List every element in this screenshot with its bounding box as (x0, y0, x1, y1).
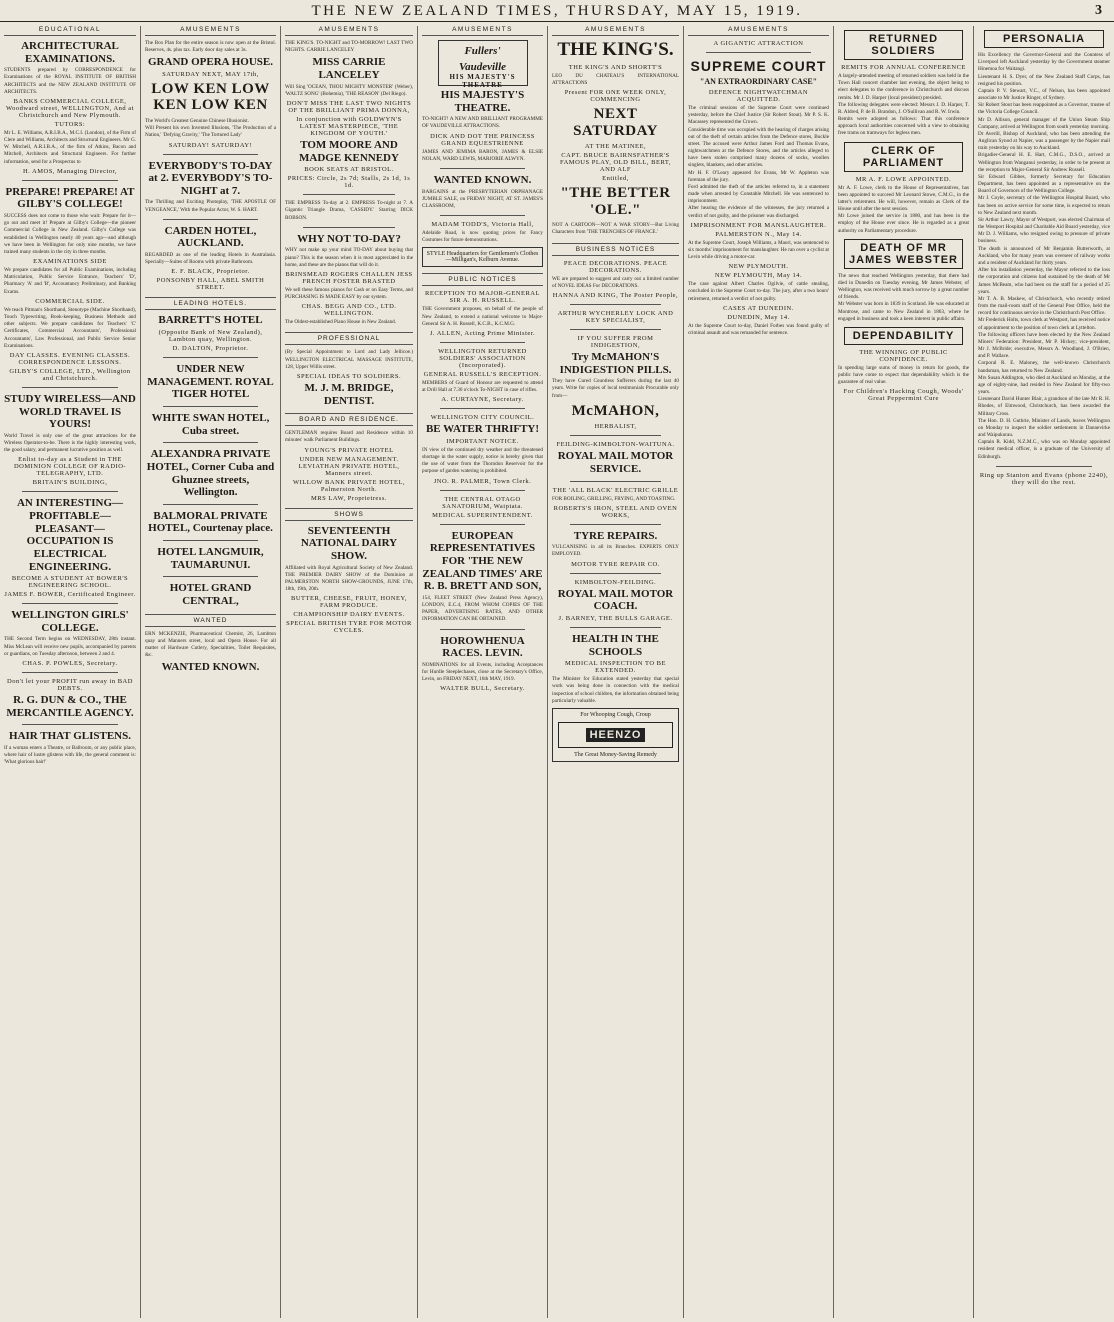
divider (22, 491, 118, 492)
headline-next-saturday: NEXT SATURDAY (573, 106, 658, 139)
section-header-amusements: AMUSEMENTS (422, 26, 543, 36)
at-matinee: AT THE MATINEE, (584, 143, 647, 151)
exams-body: We prepare candidates for all Public Examinations, including Matriculation, Public Service Entrance, Teachers' 'D', Pharmacy 'A' and 'B', Accountancy Preliminary, and Banking Exams. (4, 267, 136, 295)
section-header-amusements: AMUSEMENTS (285, 26, 413, 36)
personalia-item: Corporal R. E. Maloney, the well-known Christchurch bandsman, has returned to New Zealand. (978, 360, 1110, 374)
medical-superintendent: MEDICAL SUPERINTENDENT. (432, 511, 533, 519)
divider (570, 627, 661, 628)
divider (996, 466, 1092, 467)
personalia-item: Lieutenant H. S. Dyer, of the New Zealand Staff Corps, has resigned his position. (978, 73, 1110, 87)
box-plan-body: The Box Plan for the entire season is now open at the Bristol. Reserves, 4s. plus tax. Early door day sales at 3s. (145, 40, 276, 54)
heenzo-logo (558, 722, 673, 748)
remits-conference: REMITS FOR ANNUAL CONFERENCE (841, 64, 966, 71)
headline-water-thrifty: BE WATER THRIFTY! (425, 423, 540, 436)
headline-carrie: MISS CARRIE LANCELEY (312, 56, 386, 81)
acting-pm: J. ALLEN, Acting Prime Minister. (429, 329, 536, 337)
personalia-item: Sir Robert Stout has been reappointed as a Governor, trustee of the Victoria College Council. (978, 102, 1110, 116)
gentleman-wants: GENTLEMAN requires Board and Residence within 10 minutes' walk Parliament Buildings. (285, 430, 413, 444)
dick-and-dot: DICK AND DOT THE PRINCESS GRAND EQUESTRIENNE (430, 132, 535, 147)
walter-bull: WALTER BULL, Secretary. (440, 685, 525, 693)
heenzo-ad (552, 708, 679, 762)
guard-of-honour: MEMBERS of Guard of Honour are requested to attend at Drill Hall at 7.30 o'clock To-NIGHT in case of rifles. (422, 379, 543, 394)
personalia-item: Mr D. Allison, general manager of the Union Steam Ship Company, arrived at Wellington from south yesterday morning. (978, 116, 1110, 130)
piano-makers: BRINSMEAD ROGERS CHALLEN JESS FRENCH FOSTER BRASTED (285, 270, 413, 285)
column-amusements-hotels (140, 26, 280, 1318)
divider (22, 603, 118, 604)
kings-tonight: THE KING'S. TO-NIGHT and TO-MORROW! LAST TWO NIGHTS. CARRIE LANCELEY (285, 40, 413, 54)
section-shows: SHOWS (285, 508, 413, 521)
court-para-1: The criminal sessions of the Supreme Court were continued yesterday, before the Chief Justice (Sir Robert Stout). Mr P. S. K. Macassey represented the Crown. (688, 105, 829, 126)
personalia-item: Captain R. Kidd, N.Z.M.C., who was on Monday appointed resident medical officer, is a graduate of the University of Edinburgh. (978, 439, 1110, 460)
herbalist: HERBALIST, (594, 423, 637, 431)
divider (163, 154, 258, 155)
personalia-item: Brigadier-General H. E. Hart, C.M.G., D.S.O., arrived at Wellington from Wanganui yesterday, in order to be present at the reception to Major-General Sir Andrew Russell. (978, 152, 1110, 173)
new-plymouth-head: NEW PLYMOUTH. (728, 263, 789, 271)
personalia-item: Sir Edward Gibbes, formerly Secretary for Education Department, has been appointed as a representative on the Board of Governors of the Wellington College. (978, 173, 1110, 195)
logo-vaudeville: Vaudeville (458, 61, 507, 73)
personalia-item: Mr Frederick Holts, town clerk at Westport, has received notice of appointment to the position of town clerk at Lyttelton. (978, 317, 1110, 331)
headline-prepare: PREPARE! PREPARE! AT GILBY'S COLLEGE! (5, 185, 135, 211)
section-header-amusements: AMUSEMENTS (552, 26, 679, 36)
orphanage-sale: BARGAINS at the PRESBYTERIAN ORPHANAGE JUMBLE SALE, on FRIDAY NIGHT, AT ST. JAMES'S CLASSROOM, (422, 188, 543, 209)
performers-list: JAMES AND JEMIMA BARON, JAMES & ELSIE NOLAN, WARD LEWIS, MARJORIE ALWYN. (422, 148, 543, 162)
woods-peppermint: For Children's Hacking Cough, Woods' Great Peppermint Cure (843, 388, 964, 403)
personalia-item: Mr J. Coyle, secretary of the Wellington Hospital Board, who has been on active service for some time, is expected to return to New Zealand next month. (978, 195, 1110, 216)
rsa-remits: Remits were adopted as follows: That this conference approach local authorities concerned with a view to obtaining free trams on tramways for legless men. (838, 116, 969, 137)
headline-barretts: BARRETT'S HOTEL (158, 314, 263, 327)
rsa-heading: WELLINGTON RETURNED SOLDIERS' ASSOCIATION (Incorporated). (438, 347, 527, 369)
headline-wireless: STUDY WIRELESS—AND WORLD TRAVEL IS YOURS! (4, 392, 136, 431)
headline-tyre-repairs: TYRE REPAIRS. (573, 529, 658, 542)
managing-director: H. AMOS, Managing Director, (22, 167, 118, 175)
personalia-item: Mr T. A. B. Maskew, of Christchurch, who recently retired from the mail-room staff of the General Post Office, held the record for continuous service in the Christchurch Post Office. (978, 295, 1110, 317)
heenzo-tagline: The Great Money-Saving Remedy (574, 751, 657, 758)
mrs-law: MRS LAW, Proprietress. (311, 494, 387, 502)
stanton-evans-ad: Ring up Stanton and Evans (phone 2240), they will do the rest. (979, 471, 1109, 486)
headline-kings: THE KING'S. (557, 39, 674, 60)
headline-architectural: ARCHITECTURAL EXAMINATIONS. (21, 40, 119, 65)
youngs-hotel: YOUNG'S PRIVATE HOTEL (304, 446, 394, 454)
headline-carden-hotel: CARDEN HOTEL, AUCKLAND. (164, 224, 257, 250)
nominations-body: NOMINATIONS for all Events, including Acceptances for Hurdle Steeplechases, close at the Secretary's Office, Levin, on FRIDAY NEXT, 16th MAY, 1919. (422, 661, 543, 683)
logo-theatre: HIS MAJESTY'S THEATRE (449, 73, 516, 89)
headline-his-majestys: HIS MAJESTY'S THEATRE. (440, 89, 525, 114)
lowe-body-1: Mr A. F. Lowe, clerk to the House of Representatives, has been appointed to succeed Mr Leonard Stowe, C.M.G., in the latter's retirement. He will, however, remain as Clerk of the House until after the next session. (838, 184, 969, 213)
butter-cheese: BUTTER, CHEESE, FRUIT, HONEY, FARM PRODUCE. (291, 595, 407, 610)
headline-wanted-known: WANTED KNOWN. (433, 173, 532, 186)
headline-langmuir: HOTEL LANGMUIR, TAUMARUNUI. (157, 546, 264, 571)
begg-tagline: The Oldest-established Piano House in New Zealand. (285, 319, 397, 326)
special-ideas: SPECIAL IDEAS TO SOLDIERS. (296, 372, 402, 380)
imprisonment-manslaughter: IMPRISONMENT FOR MANSLAUGHTER. (690, 221, 827, 229)
court-para-3: Mr H. F. O'Leary appeared for Evans, Mr W. Appleton was foreman of the jury. (688, 169, 829, 183)
headline-hair: HAIR THAT GLISTENS. (9, 730, 131, 743)
divider (163, 442, 258, 443)
headline-everybodys: EVERYBODY'S TO-DAY at 2. EVERYBODY'S TO-NIGHT at 7. (148, 159, 273, 197)
personalia-item: The Hon. D. H. Guthrie, Minister of Lands, leaves Wellington on Monday to inspect the soldier settlements in Dannevirke and Waipukurau. (978, 417, 1110, 439)
ponsonby-hall: PONSONBY HALL, ABEL SMITH STREET. (156, 277, 265, 292)
personalia-item: Mrs Susan Addington, who died at Auckland on Monday, at the age of eighty-nine, had resided in New Zealand for fifty-two years. (978, 374, 1110, 396)
divider (706, 52, 811, 53)
prices: PRICES: Circle, 2s 7d; Stalls, 2s 1d, 1s 1d. (287, 175, 411, 190)
ad-banks-college: BANKS COMMERCIAL COLLEGE, Woodward street, WELLINGTON, And at Christchurch and New Plymouth. (6, 97, 134, 119)
headline-tom-moore: TOM MOORE AND MADGE KENNEDY (299, 138, 399, 164)
feilding-route: FEILDING-KIMBOLTON-WAITUNA. (556, 441, 675, 449)
low-ken-banner: LOW KEN LOW KEN LOW KEN (151, 80, 270, 114)
lowe-appointed: MR A. F. LOWE APPOINTED. (855, 175, 952, 183)
dunedin-body: At the Supreme Court to-day, Daniel Forbes was found guilty of criminal assault and was remanded for sentence. (688, 322, 829, 336)
tutors-body: Mr L. E. Williams, A.R.I.B.A., M.C.I. (London), of the Firm of Clere and Williams, Architects and Structural Engineers. Mr G. W. Mitchell, A.R.I.B.A., of the firm of Atkins, Bacon and Mitchell, Architects and Structural Engineers. For further information, send for a Prospectus to (4, 129, 136, 165)
milligans-ad (422, 247, 543, 267)
city-council: WELLINGTON CITY COUNCIL. (430, 414, 535, 422)
saturday-next: SATURDAY NEXT, MAY 17th, (162, 70, 259, 78)
championship: CHAMPIONSHIP DAIRY EVENTS. (293, 611, 405, 619)
headline-electrical: AN INTERESTING—PROFITABLE—PLEASANT—OCCUPATION IS ELECTRICAL ENGINEERING. (16, 497, 124, 573)
costumes-body: Adelaide Road, is now quoting prices for Fancy Costumes for future demonstrations. (422, 230, 543, 244)
divider (163, 504, 258, 505)
reception-body: THE Government proposes, on behalf of the people of New Zealand, to extend a national welcome to Major-General Sir A. H. Russell, K.C.B., K.C.M.G. (422, 306, 543, 327)
ad-architectural-body: STUDENTS prepared by CORRESPONDENCE for Examinations of the ROYAL INSTITUTE OF BRITISH ARCHITECTS and the NEW ZEALAND INSTITUTE OF ARCHITECTS. (4, 67, 136, 95)
newspaper-title: THE NEW ZEALAND TIMES, THURSDAY, MAY 15, 1919. (311, 3, 803, 19)
vaudeville-tonight: TO-NIGHT! A NEW AND BRILLIANT PROGRAMME OF VAUDEVILLE ATTRACTIONS. (422, 116, 543, 130)
divider (22, 672, 118, 673)
headline-wanted-known: WANTED KNOWN. (161, 661, 260, 674)
headline-death-webster: DEATH OF MR JAMES WEBSTER (844, 239, 963, 269)
personalia-item: Captain P. V. Stewart, V.C., of Nelson, has been appointed associate to Mr Justice Ringer, of Sydney. (978, 87, 1110, 102)
divider (440, 524, 525, 525)
vulcanising-body: VULCANISING in all its Branches. EXPERTS ONLY EMPLOYED. (552, 544, 679, 558)
entitled: Entitled, (602, 175, 629, 183)
wycherley-locksmith: ARTHUR WYCHERLEY LOCK AND KEY SPECIALIST, (557, 309, 674, 324)
hanna-and-king: HANNA AND KING, The Poster People, (552, 291, 679, 299)
column-majestys-public (417, 26, 547, 1318)
illusions-list: Will Present his own Invented Illusions, 'The Production of a Nation,' 'Defying Gravity,' 'The Tortured Lady' (145, 125, 276, 139)
roberts-works: ROBERTS'S IRON, STEEL AND OVEN WORKS, (553, 504, 678, 519)
divider (22, 180, 118, 181)
palmerston-dateline: PALMERSTON N., May 14. (715, 230, 802, 238)
divider (570, 481, 661, 482)
divider (22, 387, 118, 388)
divider (163, 219, 258, 220)
headline-supreme-court: SUPREME COURT (690, 58, 827, 74)
tyre-ad: SPECIAL BRITISH TYRE FOR MOTOR CYCLES. (286, 620, 412, 635)
divider (163, 406, 258, 407)
personalia-item: Sir Arthur Lawry, Mayor of Westport, was elected Chairman of the Westport Hospital and Charitable Aid Board yesterday, vice Mr D. J. Williams, who resigned owing to pressure of private business. (978, 216, 1110, 245)
column-returned-soldiers (833, 26, 973, 1318)
headline-mcmahon: McMAHON, (571, 402, 660, 419)
column-kings-business (547, 26, 683, 1318)
headline-european-reps: EUROPEAN REPRESENTATIVES FOR 'THE NEW ZEALAND TIMES' ARE R. B. BRETT AND SON, (422, 529, 543, 593)
chas-begg: CHAS. BEGG AND CO., LTD. WELLINGTON. (301, 303, 397, 318)
carden-proprietor: E. F. BLACK, Proprietor. (171, 268, 250, 276)
hair-body: If a woman enters a Theatre, or Ballroom, or any public place, where hair of lustre glistens with life, the general comment is: 'What glorious hair!' (4, 744, 136, 766)
carden-body: REGARDED as one of the leading Hotels in Australasia. Specially—Suites of Rooms with private Bathroom. (145, 252, 276, 266)
girls-college-body: THE Second Term begins on WEDNESDAY, 28th instant. Miss McLean will receive new pupils, accompanied by parents or guardians, on Tuesday afternoon, between 2 and 4. (4, 636, 136, 657)
goldwyn-feature: In conjunction with GOLDWYN'S LATEST MASTERPIECE, 'THE KINGDOM OF YOUTH.' (296, 115, 402, 137)
column-educational (0, 26, 140, 1318)
divider (163, 576, 258, 577)
day-classes: DAY CLASSES. EVENING CLASSES. CORRESPONDENCE LESSONS. (9, 351, 131, 366)
divider (163, 540, 258, 541)
pills-body: They have Cured Countless Sufferers during the last 40 years. Write for copies of local testimonials Procurable only from— (552, 378, 679, 399)
bairnsfather-play: CAPT. BRUCE BAIRNSFATHER'S FAMOUS PLAY, OLD BILL, BERT, AND ALF (559, 152, 672, 174)
dependability-body: In spending large sums of money in return for goods, the public have come to expect that dependability which is the guarantee of real value. (838, 364, 969, 386)
headline-royal-tiger: UNDER NEW MANAGEMENT. ROYAL TIGER HOTEL (147, 363, 274, 401)
headline-dentist: M. J. M. BRIDGE, DENTIST. (304, 381, 394, 407)
personalia-item: Lieutenant David Hunter Blair, a grandson of the late Mr R. H. Rhodes, of Elmwood, Christchurch, has been awarded the Military Cross. (978, 396, 1110, 417)
all-black-grille: THE 'ALL BLACK' ELECTRIC GRILLE (552, 486, 679, 494)
kings-and-shortts: THE KING'S AND SHORTT'S (568, 63, 663, 71)
headline-girls-college: WELLINGTON GIRLS' COLLEGE. (11, 609, 129, 634)
dunedin-head: CASES AT DUNEDIN. (723, 304, 794, 312)
headline-royal-mail-coach: ROYAL MAIL MOTOR COACH. (557, 587, 674, 613)
divider (440, 629, 525, 630)
fullers-logo (438, 40, 528, 89)
court-para-5: After hearing the evidence of the witnesses, the jury returned a verdict of not guilty, and the prisoner was discharged. (688, 205, 829, 219)
headline-health-schools: HEALTH IN THE SCHOOLS (572, 632, 659, 658)
tutors-label: TUTORS: (54, 120, 86, 128)
secretary-powles: CHAS. P. POWLES, Secretary. (22, 659, 118, 667)
headline-grand-central: HOTEL GRAND CENTRAL, (169, 582, 252, 607)
headline-returned-soldiers: RETURNED SOLDIERS (844, 30, 963, 60)
masthead (0, 0, 1114, 22)
divider (570, 435, 661, 436)
grille-body: FOR BOILING, GRILLING, FRYING, AND TOASTING. (552, 495, 676, 502)
section-board-residence: BOARD AND RESIDENCE. (285, 413, 413, 426)
manslaughter-body: At the Supreme Court, Joseph Williams, a Maori, was sentenced to six months' imprisonment for manslaughter. He ran over a cyclist at Levin while driving a motor-car. (688, 239, 829, 261)
important-notice: IMPORTANT NOTICE. (446, 437, 519, 445)
winning-confidence: THE WINNING OF PUBLIC CONFIDENCE. (859, 348, 948, 363)
piano-body: WHY not make up your mind TO-DAY about buying that piano? This is the season when it is most appreciated in the home, and these are the pianos that will do it. (285, 247, 413, 268)
section-header-amusements: AMUSEMENTS (688, 26, 829, 36)
ad-gilbys-body: SUCCESS does not come to those who wait: Prepare for it—go out and meet it! Prepare at Gilby's College—the pioneer Commercial College in New Zealand. Gilby's College was established in Wellington nearly 40 years ago—and although we have been in Wellington for only nine months, we have trained many students in the city in three months. (4, 213, 136, 255)
headline-mcmahons-pills: Try McMAHON'S INDIGESTION PILLS. (559, 350, 672, 376)
section-header-educational: EDUCATIONAL (4, 26, 136, 36)
exams-side-label: EXAMINATIONS SIDE (33, 258, 107, 266)
divider (440, 168, 525, 169)
bowers-school: BECOME A STUDENT AT BOWER'S ENGINEERING SCHOOL. (11, 575, 129, 590)
column-personalia (973, 26, 1114, 1318)
headline-dun: R. G. DUN & CO., THE MERCANTILE AGENCY. (6, 693, 134, 719)
webster-body-1: The news that reached Wellington yesterday, that there had died in Dunedin on Tuesday evening, Mr James Webster, of Wellington, was received with much sorrow by a great number of friends. (838, 272, 969, 301)
divider (163, 357, 258, 358)
headline-white-swan: WHITE SWAN HOTEL, Cuba street. (151, 411, 270, 437)
songs-list: Will Sing 'OCEAN, THOU MIGHTY MONSTER' (Weber), 'WALTZ SONG' (Bohemia), 'THE REASON' (Del Riego). (285, 83, 413, 97)
rsa-meeting-body: A largely-attended meeting of returned soldiers was held in the Town Hall concert chamber last evening, the object being to elect delegates to the conference in Christchurch and discuss remits. Mr J. D. Harper (local president) presided. (838, 73, 969, 101)
one-week-only: Present FOR ONE WEEK ONLY, COMMENCING (564, 89, 667, 104)
section-public-notices: PUBLIC NOTICES (422, 273, 543, 286)
divider (303, 194, 395, 195)
madam-todds: MADAM TODD'S, Victoria Hall, (431, 221, 534, 229)
headline-personalia: PERSONALIA (984, 30, 1104, 48)
dominion-college: Enlist to-day as a Student in THE DOMINION COLLEGE OF RADIO-TELEGRAPHY, LTD. (13, 456, 127, 478)
town-clerk: JNO. R. PALMER, Town Clerk. (433, 477, 532, 485)
lowe-body-2: Mr Lowe joined the service in 1880, and has been in the employ of the House ever since. He is regarded as a great authority on Parliamentary procedure. (838, 213, 969, 234)
page-number: 3 (1095, 3, 1102, 18)
divider (570, 573, 661, 574)
new-plymouth-dateline: NEW PLYMOUTH, May 14. (714, 272, 803, 280)
section-leading-hotels: LEADING HOTELS. (145, 297, 276, 310)
headline-clerk-parliament: CLERK OF PARLIAMENT (844, 142, 963, 172)
dunedin-dateline: DUNEDIN, May 14. (727, 313, 790, 321)
not-a-cartoon: NOT A CARTOON—NOT A WAR STORY—But Living Characters from 'THE TRENCHES OF FRANCE.' (552, 222, 679, 236)
decorations-body: WE are prepared to suggest and carry out a limited number of NOVEL IDEAS For DECORATIONS. (552, 275, 679, 289)
commercial-side-label: COMMERCIAL SIDE. (35, 297, 105, 305)
headline-extraordinary-case: "AN EXTRAORDINARY CASE" (699, 77, 818, 86)
divider (440, 490, 525, 491)
rsa-delegates: The following delegates were elected: Messrs J. D. Harper, T. R. Aldred, P. de B. Brandon, J. O'Sullivan and R. W. Irwin. (838, 101, 969, 115)
general-russell: GENERAL RUSSELL'S RECEPTION. (423, 370, 542, 378)
section-professional: PROFESSIONAL (285, 332, 413, 345)
piano-terms: We sell these famous pianos for Cash or on Easy Terms, and PURCHASING IS MADE EASY by our system. (285, 286, 413, 301)
personalia-item: The death is announced of Mr Benjamin Butterworth, at Auckland, who for many years was overseer of railway works and a resident of Auckland for thirty years. (978, 245, 1110, 266)
gilbys-college: GILBY'S COLLEGE, LTD., Wellington and Christchurch. (9, 367, 131, 382)
divider (440, 408, 525, 409)
column-amusements-kings (280, 26, 417, 1318)
webster-body-2: Mr Webster was born in 1839 in Scotland. He was educated at Montrose, and came to New Zealand in 1863, where he engaged in business and took a keen interest in public affairs. (838, 301, 969, 322)
curtayne: A. CURTAYNE, Secretary. (441, 396, 524, 404)
column-supreme-court (683, 26, 833, 1318)
if-you-suffer: IF YOU SUFFER FROM INDIGESTION, (577, 334, 654, 349)
bowers-principal: JAMES F. BOWER, Certificated Engineer. (4, 591, 136, 599)
peace-decorations: PEACE DECORATIONS. PEACE DECORATIONS. (563, 259, 668, 274)
barretts-address: (Opposite Bank of New Zealand), Lambton quay, Wellington. (158, 329, 263, 344)
empress-body: THE EMPRESS To-day at 2. EMPRESS To-night at 7. A Gigantic Triangle Drama, 'CASSIDY.' Starring DICK ROBSON. (285, 200, 413, 221)
wireless-body: World Travel is only one of the great attractions for the Wireless Operator-to-be. There is the highly interesting work, the good salary, and permanent lucrative position as well. (4, 432, 136, 454)
headline-dependability: DEPENDABILITY (844, 327, 963, 345)
personalia-item: Dr Averill, Bishop of Auckland, who has been attending the Anglican Synod at Napier, was a passenger by the Napier mail train yesterday on his way to Auckland. (978, 130, 1110, 152)
section-wanted: WANTED (145, 614, 276, 627)
logo-fullers: Fullers' (464, 45, 501, 57)
personalia-item: The following officers have been elected by the New Zealand Miners' Federation: President, Mr P. Hickey; vice-president, Mr J. McBride; executive, Messrs A. Woodland, J. O'Brien, and P. Wallace. (978, 331, 1110, 360)
headline-better-ole: "THE BETTER 'OLE." (560, 185, 671, 218)
illusionist-body: The World's Greatest Genuine Chinese Illusionist. (145, 117, 249, 124)
bulls-garage: J. BARNEY, THE BULLS GARAGE. (558, 614, 673, 622)
massage-institute: (By Special Appointment to Lord and Lady Jellicoe.) WELLINGTON ELECTRICAL MASSAGE INSTITUTE, 128, Upper Willis street. (285, 349, 413, 370)
court-para-4: Ford admitted the theft of the articles referred to, in a statement made when arrested by Constable Mitchell. He was sentenced to imprisonment. (688, 183, 829, 205)
water-body: IN view of the continued dry weather and the threatened shortage in the water supply, notice is hereby given that the use of water from the Thorndon Reservoir for the purpose of garden watering is prohibited. (422, 446, 543, 475)
medical-inspection: MEDICAL INSPECTION TO BE EXTENDED. (565, 660, 666, 675)
divider (22, 724, 118, 725)
kimbolton-feilding: KIMBOLTON-FEILDING. (574, 578, 657, 586)
barretts-proprietor: D. DALTON, Proprietor. (172, 345, 249, 353)
divider (570, 524, 661, 525)
new-plymouth-body: The case against Albert Charles Ogilvie, of cattle stealing, concluded in the Supreme Court to-day. The jury, after a two hours' retirement, returned a verdict of not guilty. (688, 281, 829, 302)
photoplay-body: The Thrilling and Exciting Photoplay, 'THE APOSTLE OF VENGEANCE,' With the Popular Actor, W. S. HART. (145, 199, 276, 213)
section-business-notices: BUSINESS NOTICES (552, 243, 679, 256)
divider (440, 342, 525, 343)
health-body: The Minister for Education stated yesterday that special work was being done in connection with the medical inspection of school children, the information obtained being particularly valuable. (552, 676, 679, 704)
whooping-cough: For Whooping Cough, Croup (580, 711, 651, 718)
motor-tyre-co: MOTOR TYRE REPAIR CO. (571, 560, 660, 568)
european-body: 154, FLEET STREET (New Zealand Press Agency), LONDON, E.C.4, FROM WHOM COPIES OF THE PAPER, ADVERTISING RATES, AND OTHER INFORMATION CAN BE OBTAINED. (422, 594, 543, 623)
sanatorium: THE CENTRAL OTAGO SANATORIUM, Waipiata. (442, 495, 523, 510)
divider (570, 329, 661, 330)
bad-debts-ad: Don't let your PROFIT run away in BAD DEBTS. (7, 677, 133, 692)
divider (440, 215, 525, 216)
milligans-text: STYLE Headquarters for Gentlemen's Clothes—Milligan's, Kelburn Avenue. (426, 251, 539, 264)
reception-heading: RECEPTION TO MAJOR-GENERAL SIR A. H. RUSSELL. (425, 290, 540, 305)
leviathan-hotel: UNDER NEW MANAGEMENT. LEVIATHAN PRIVATE HOTEL, Manners street. (298, 455, 400, 477)
dairy-show-body: Affiliated with Royal Agricultural Society of New Zealand. THE PREMIER DAIRY SHOW of the Dominion at PALMERSTON NORTH SHOW-GROUNDS, JUNE 17th, 18th, 19th, 20th. (285, 564, 413, 593)
section-header-amusements: AMUSEMENTS (145, 26, 276, 36)
heenzo-brand: HEENZO (586, 728, 646, 742)
willow-bank: WILLOW BANK PRIVATE HOTEL, Palmerston North. (292, 478, 406, 493)
commercial-body: We teach Pitman's Shorthand, Stenotype (Machine Shorthand), Touch Typewriting, Book-keeping, Business Methods and other subjects. We prepare candidates for Teachers' 'C' Certificates, Commercial Accountants', Professional Accountants', Law Professional, and Public Service Senior Examinations. (4, 306, 136, 349)
court-para-2: Considerable time was occupied with the hearing of charges arising out of the theft of certain articles from the Defence stores, Buckle street. The accused were Arthur James Ford and Thomas Evans, nightwatchmen at the Defence Stores, and the articles alleged to have been stolen comprised many dozens of socks, woollen singlets, blankets, and other articles. (688, 126, 829, 169)
headline-royal-mail: ROYAL MAIL MOTOR SERVICE. (557, 450, 674, 475)
book-seats: BOOK SEATS AT BRISTOL. (304, 166, 394, 174)
headline-why-not: WHY NOT TO-DAY? (297, 232, 401, 245)
personalia-item: His Excellency the Governor-General and the Countess of Liverpool left Auckland yesterday by the Government steamer Hinemoa for Waitangi. (978, 52, 1110, 73)
divider (570, 304, 661, 305)
headline-balmoral: BALMORAL PRIVATE HOTEL, Courtenay place. (148, 509, 273, 535)
divider (303, 227, 395, 228)
headline-horowhenua: HOROWHENUA RACES. LEVIN. (440, 634, 525, 660)
headline-grand-opera: GRAND OPERA HOUSE. (148, 56, 273, 69)
mckenzie-body: ERN MCKENZIE, Pharmaceutical Chemist, 26, Lambton quay and Manners street, local and Opera House. For all matter of Hardware Cutlery, Specialities, Toilet Requisites, &c. (145, 630, 276, 659)
personalia-item: After his installation yesterday, the Mayor referred to the loss the corporation and citizens had sustained by the death of Mr James McBeam, who had been on the staff for a period of 25 years. (978, 267, 1110, 295)
saturday-saturday: SATURDAY! SATURDAY! (168, 141, 253, 149)
headline-alexandra: ALEXANDRA PRIVATE HOTEL, Corner Cuba and Ghuznee streets, Wellington. (146, 448, 275, 499)
chateau-attractions: LEO DU CHATEAU'S INTERNATIONAL ATTRACTIONS (552, 72, 679, 87)
dont-miss: DON'T MISS THE LAST TWO NIGHTS OF THE BRILLIANT PRIMA DONNA, (286, 99, 412, 114)
britains-building: BRITAIN'S BUILDING, (32, 479, 108, 487)
nightwatchman-acquitted: DEFENCE NIGHTWATCHMAN ACQUITTED. (708, 89, 809, 103)
headline-dairy-show: SEVENTEENTH NATIONAL DAIRY SHOW. (300, 524, 398, 562)
gigantic-attraction: A GIGANTIC ATTRACTION (713, 40, 804, 47)
